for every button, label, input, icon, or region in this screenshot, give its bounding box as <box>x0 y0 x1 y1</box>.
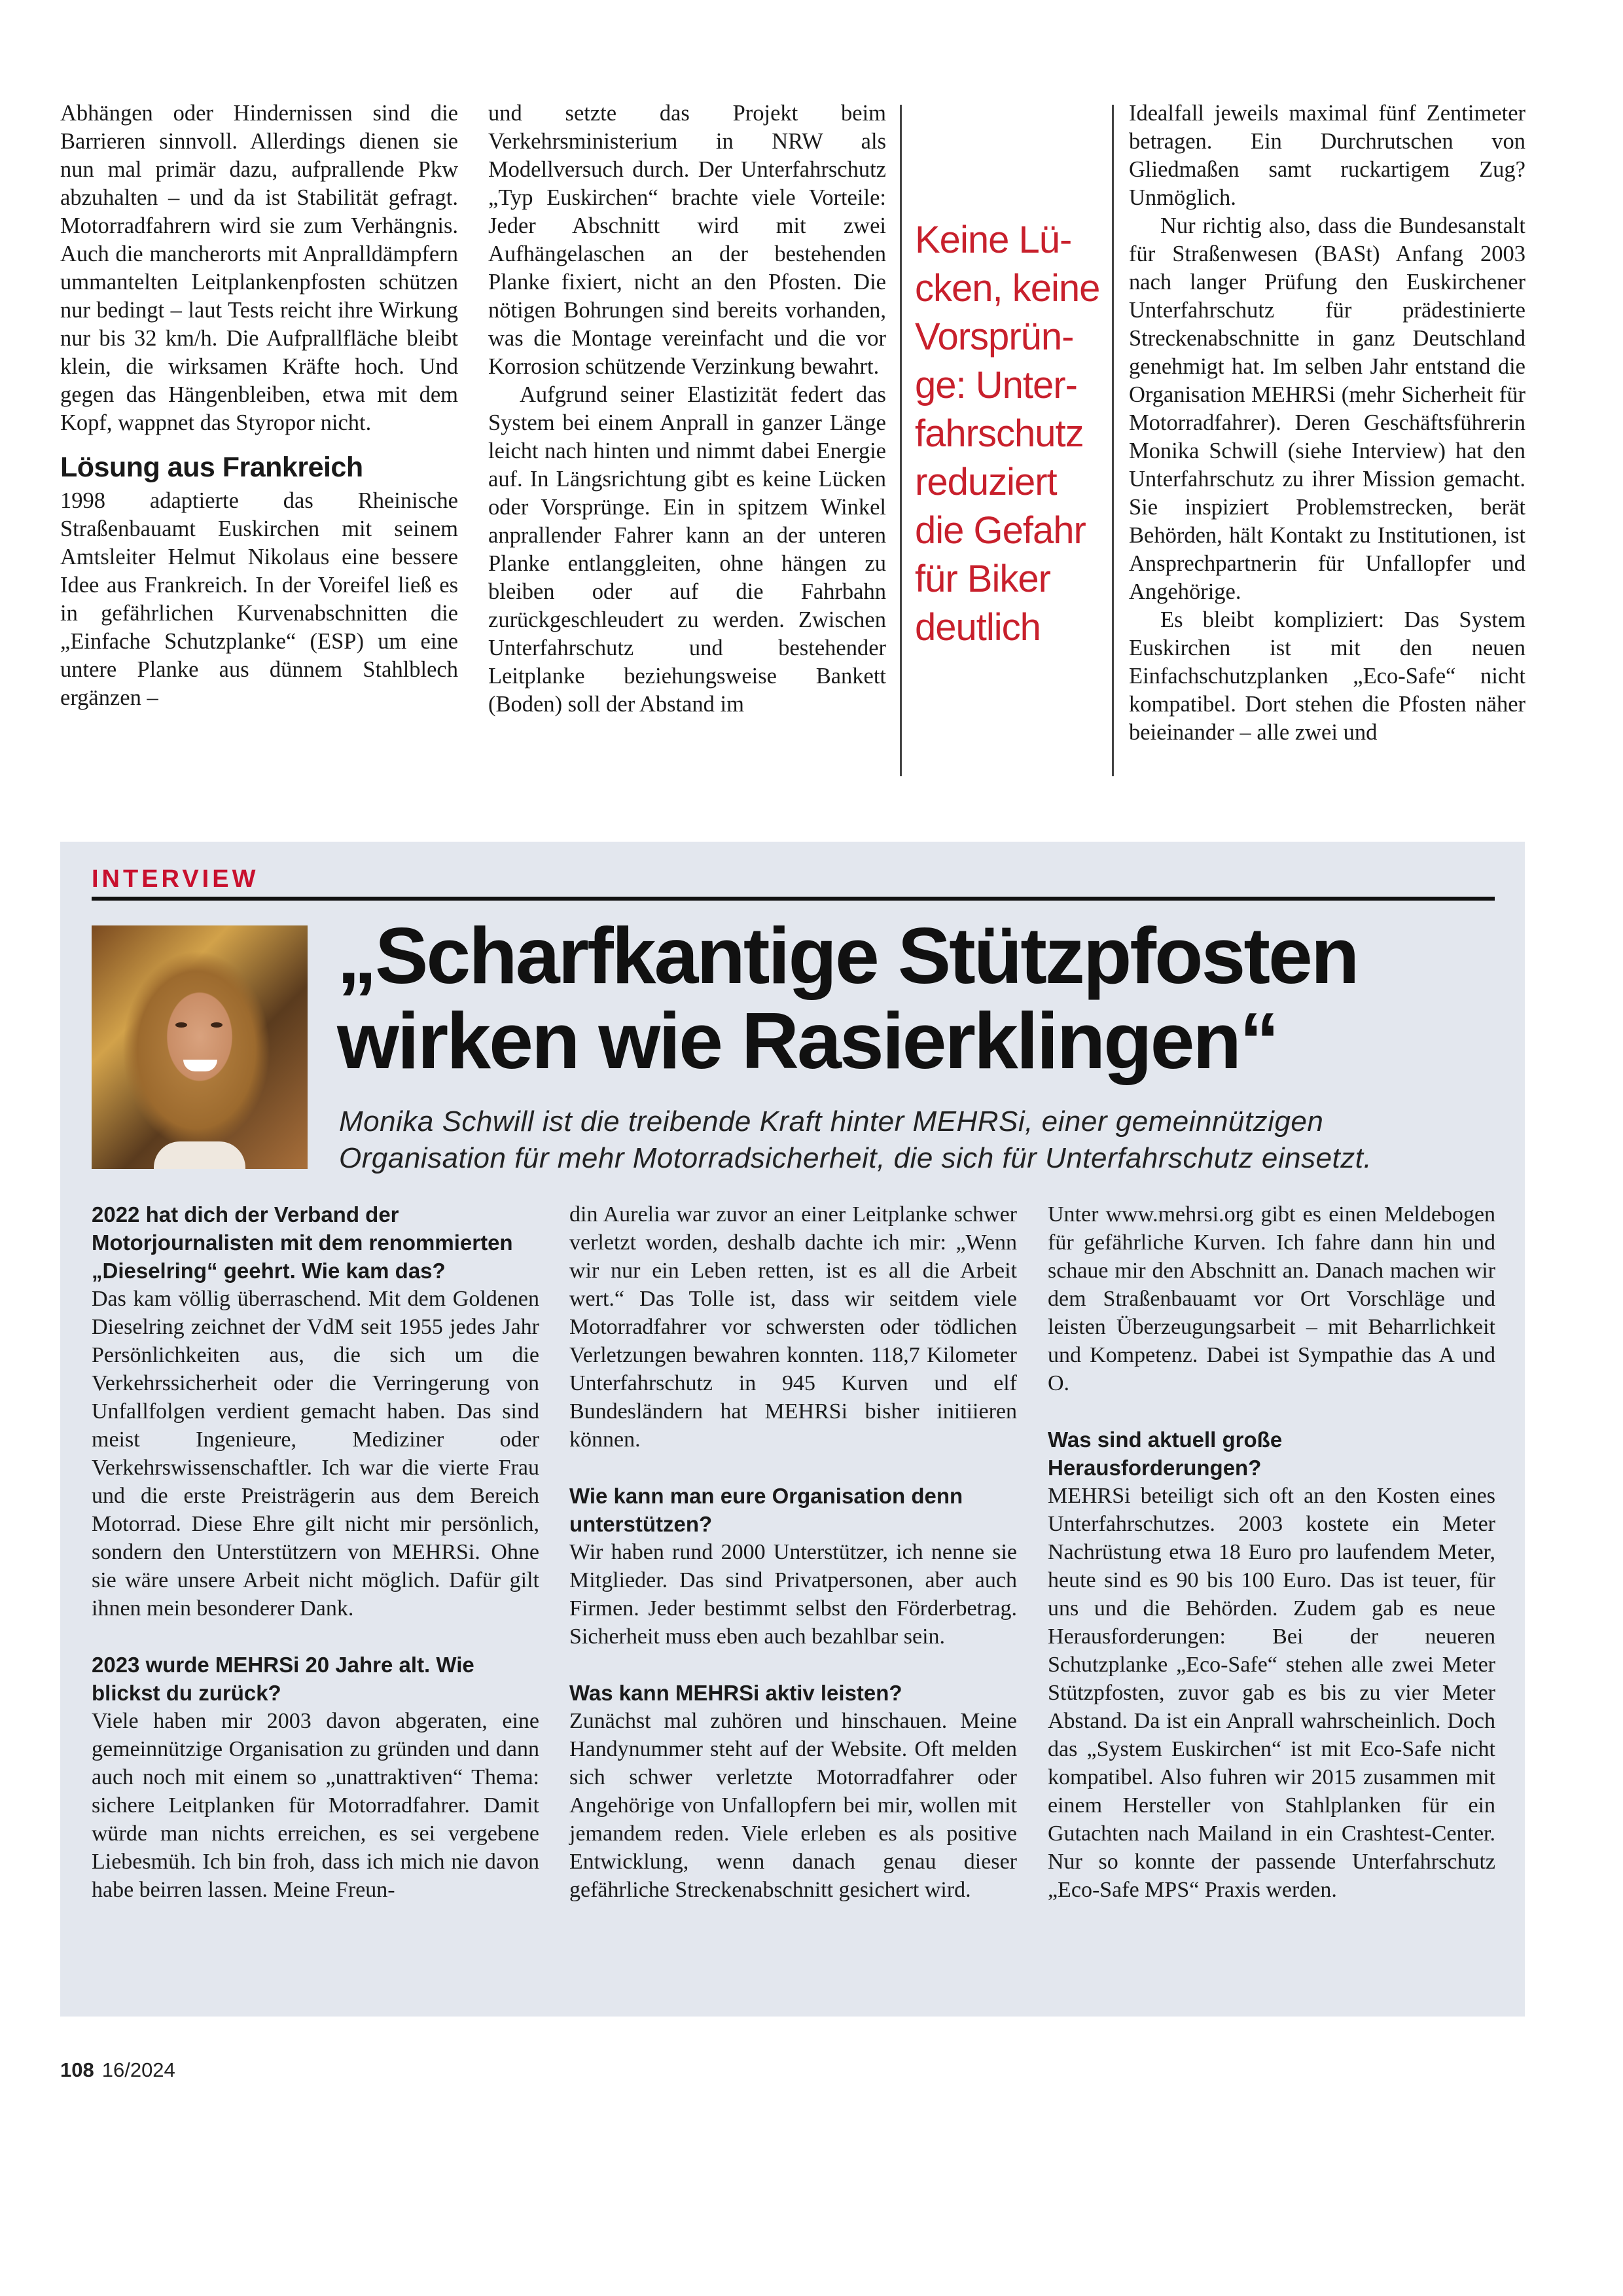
interview-answer: din Aurelia war zuvor an einer Leitplanke schwer verletzt worden, deshalb dachte ich mir: „Wenn wir nur ein Leben retten, ist es all die Arbeit wert.“ Das Tolle ist, dass wir seitdem viele Motorradfahrer vor schwersten oder tödlichen Verletzungen bewahren konnten. 118,7 Kilometer Unterfahrschutz in 945 Kurven und elf Bundesländern hat MEHRSi bisher initiieren können. <box>569 1202 1017 1452</box>
section-heading: Lösung aus Frankreich <box>60 452 363 483</box>
paragraph: Idealfall jeweils maximal fünf Zentimeter betragen. Ein Durchrutschen von Gliedmaßen samt ruckartigem Zug? Unmöglich. <box>1129 101 1525 210</box>
interview-column-1 <box>92 1200 539 1904</box>
pull-quote-line: fahrschutz <box>915 412 1084 455</box>
interview-answer: Das kam völlig überraschend. Mit dem Goldenen Dieselring zeichnet der VdM seit 1955 jedes Jahr Persönlichkeiten aus, die sich um die Verkehrssicherheit oder die Verringerung von Unfallfolgen verdient gemacht haben. Das sind meist Ingenieure, Mediziner oder Verkehrswissenschaftler. Ich war die vierte Frau und die erste Preisträgerin aus dem Bereich Motorrad. Diese Ehre gilt nicht mir persönlich, sondern den Unterstützern von MEHRSi. Ohne sie wäre unsere Arbeit nicht möglich. Dafür gilt ihnen mein besonderer Dank. <box>92 1287 539 1621</box>
dek-line: Monika Schwill ist die treibende Kraft hinter MEHRSi, einer gemeinnützigen <box>339 1105 1324 1138</box>
paragraph: Es bleibt kompliziert: Das System Euskirchen ist mit den neuen Einfachschutzplanken „Eco-Safe“ nicht kompatibel. Dort stehen die Pfosten näher beieinander – alle zwei und <box>1129 607 1525 745</box>
pull-quote-line: cken, keine <box>915 267 1100 310</box>
pull-quote-line: Keine Lü- <box>915 219 1072 261</box>
pull-quote-line: deutlich <box>915 606 1041 649</box>
portrait-photo <box>92 925 308 1169</box>
interview-answer: Wir haben rund 2000 Unterstützer, ich nenne sie Mitglieder. Das sind Privatpersonen, aber auch Firmen. Jeder bestimmt selbst den Förderbetrag. Sicherheit muss eben auch bezahlbar sein. <box>569 1540 1017 1649</box>
pull-quote-line: reduziert <box>915 461 1057 503</box>
interview-answer: Viele haben mir 2003 davon abgeraten, eine gemeinnützige Organisation zu gründen und dann auch noch mit einem so „unattraktiven“ Thema: sichere Leitplanken für Motorradfahrer. Damit würde man nichts erreichen, es sei vergebene Liebesmüh. Ich bin froh, dass ich mich nie davon habe beirren lassen. Meine Freun- <box>92 1709 539 1902</box>
headline-line: „Scharfkantige Stützpfosten <box>337 911 1358 1000</box>
article-column-3 <box>1129 99 1525 747</box>
photo-smile <box>183 1060 217 1071</box>
interview-headline <box>337 913 1515 1083</box>
article-column-1 <box>60 99 458 712</box>
interview-dek <box>339 1103 1517 1177</box>
pull-quote-line: Vorsprün- <box>915 315 1074 358</box>
column-divider <box>1112 105 1114 776</box>
paragraph: Abhängen oder Hindernissen sind die Barrieren sinnvoll. Allerdings dienen sie nun mal primär dazu, aufprallende Pkw abzuhalten – und da ist Stabilität gefragt. Motorradfahrern wird sie zum Verhängnis. Auch die mancherorts mit Anpralldämpfern ummantelten Leitplankenpfosten schützen nur bedingt – laut Tests reicht ihre Wirkung nur bis 32 km/h. Die Aufprallfläche bleibt klein, die wirksamen Kräfte hoch. Und gegen das Hängenbleiben, etwa mit dem Kopf, wappnet das Styropor nicht. <box>60 101 458 435</box>
page-number: 108 <box>60 2058 94 2081</box>
interview-question: Wie kann man eure Organisation denn unterstützen? <box>569 1484 963 1536</box>
headline-line: wirken wie Rasierklingen“ <box>337 996 1278 1085</box>
interview-question: Was sind aktuell große Herausforderungen? <box>1048 1427 1283 1480</box>
photo-eye <box>175 1022 187 1028</box>
paragraph: Nur richtig also, dass die Bundesanstalt für Straßenwesen (BASt) Anfang 2003 nach langer Prüfung den Euskirchener Unterfahrschutz für prädestinierte Streckenabschnitte in ganz Deutschland genehmigt hat. Im selben Jahr entstand die Organisation MEHRSi (mehr Sicherheit für Motorradfahrer). Deren Geschäftsführerin Monika Schwill (siehe Interview) hat den Unterfahrschutz zu ihrer Mission gemacht. Sie inspiziert Problemstrecken, berät Behörden, hält Kontakt zu Institutionen, ist Ansprechpartnerin für Unfallopfer und Angehörige. <box>1129 213 1525 604</box>
kicker-rule <box>92 897 1495 901</box>
interview-answer: Unter www.mehrsi.org gibt es einen Meldebogen für gefährliche Kurven. Ich fahre dann hin und schaue mir den Abschnitt an. Danach machen wir dem Straßenbauamt vor Ort Vorschläge und leisten Überzeugungsarbeit – mit Beharrlichkeit und Kompetenz. Dabei ist Sympathie das A und O. <box>1048 1202 1495 1395</box>
interview-column-3 <box>1048 1200 1495 1904</box>
pull-quote-line: die Gefahr <box>915 509 1086 552</box>
interview-column-2 <box>569 1200 1017 1904</box>
dek-line: Organisation für mehr Motorradsicherheit, die sich für Unterfahrschutz einsetzt. <box>339 1142 1372 1174</box>
pull-quote <box>915 216 1105 652</box>
issue-number: 16/2024 <box>101 2058 175 2081</box>
interview-kicker: INTERVIEW <box>92 865 259 893</box>
photo-eye <box>211 1022 223 1028</box>
interview-answer: Zunächst mal zuhören und hinschauen. Meine Handynummer steht auf der Website. Oft melden sich schwer verletzte Motorradfahrer oder Angehörige von Unfallopfern bei mir, wollen mit jemandem reden. Viele erleben es als positive Entwicklung, wenn danach genau dieser gefährliche Streckenabschnitt gesichert wird. <box>569 1709 1017 1902</box>
paragraph: 1998 adaptierte das Rheinische Straßenbauamt Euskirchen mit seinem Amtsleiter Helmut Nikolaus eine bessere Idee aus Frankreich. In der Voreifel ließ es in gefährlichen Kurvenabschnitten die „Einfache Schutzplanke“ (ESP) um eine untere Planke aus dünnem Stahlblech ergänzen – <box>60 488 458 710</box>
interview-question: 2022 hat dich der Verband der Motorjournalisten mit dem renommierten „Dieselring“ geehrt. Wie kam das? <box>92 1202 513 1283</box>
pull-quote-line: ge: Unter- <box>915 364 1077 406</box>
page-footer <box>60 2058 175 2082</box>
photo-shirt <box>154 1141 245 1169</box>
column-divider <box>900 105 902 776</box>
article-column-2 <box>488 99 886 719</box>
interview-answer: MEHRSi beteiligt sich oft an den Kosten eines Unterfahrschutzes. 2003 kostete ein Meter Nachrüstung etwa 18 Euro pro laufendem Meter, heute sind es 90 bis 100 Euro. Das ist teuer, für uns und die Behörden. Zudem gab es neue Herausforderungen: Bei der neueren Schutzplanke „Eco-Safe“ stehen alle zwei Meter Stützpfosten, zuvor gab es bis zu vier Meter Abstand. Da ist ein Anprall wahrscheinlich. Doch das „System Euskirchen“ ist mit Eco-Safe nicht kompatibel. Also fuhren wir 2015 zusammen mit einem Hersteller von Stahlplanken für ein Gutachten nach Mailand in ein Crashtest-Center. Nur so konnte der passende Unterfahrschutz „Eco-Safe MPS“ Praxis werden. <box>1048 1484 1495 1902</box>
interview-question: 2023 wurde MEHRSi 20 Jahre alt. Wie blickst du zurück? <box>92 1653 474 1705</box>
paragraph: und setzte das Projekt beim Verkehrsministerium in NRW als Modellversuch durch. Der Unterfahrschutz „Typ Euskirchen“ brachte viele Vorteile: Jeder Abschnitt wird mit zwei Aufhängelaschen an der bestehenden Planke fixiert, nicht an den Pfosten. Die nötigen Bohrungen sind bereits vorhanden, was die Montage vereinfacht und die vor Korrosion schützende Verzinkung bewahrt. <box>488 101 886 379</box>
interview-question: Was kann MEHRSi aktiv leisten? <box>569 1681 902 1705</box>
pull-quote-line: für Biker <box>915 558 1050 600</box>
paragraph: Aufgrund seiner Elastizität federt das System bei einem Anprall in ganzer Länge leicht nach hinten und nimmt dabei Energie auf. In Längsrichtung gibt es keine Lücken oder Vorsprünge. Ein in spitzem Winkel anprallender Fahrer kann an der unteren Planke entlanggleiten, ohne hängen zu bleiben oder auf die Fahrbahn zurückgeschleudert zu werden. Zwischen Unterfahrschutz und bestehender Leitplanke beziehungsweise Bankett (Boden) soll der Abstand im <box>488 382 886 717</box>
